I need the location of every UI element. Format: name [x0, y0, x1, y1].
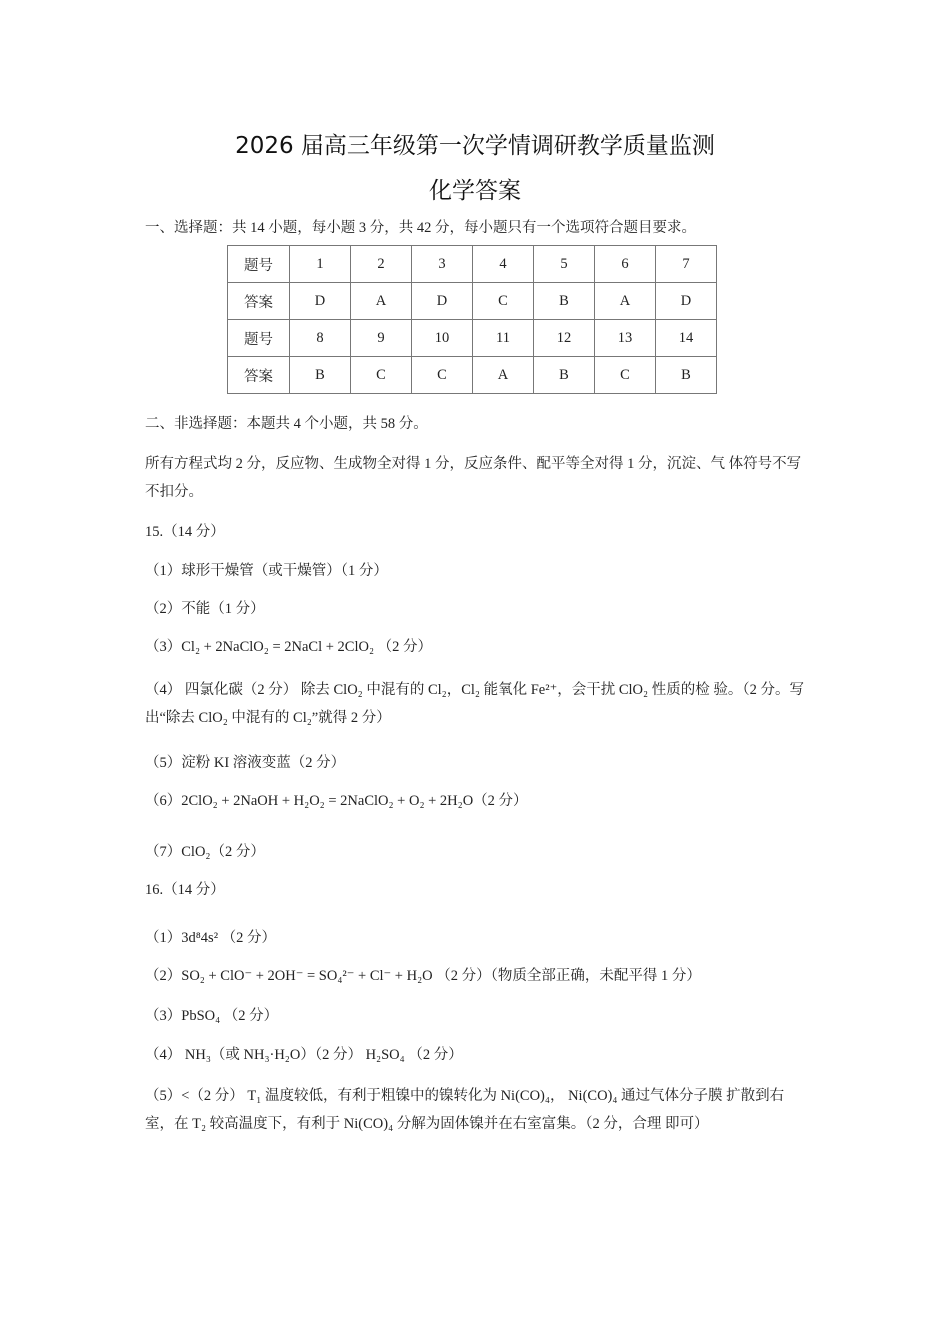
answer-table-cell: 9 [351, 320, 412, 357]
q15-answer-7: （7）ClO₂（2 分） [145, 844, 265, 860]
q15-answer-4: （4） 四氯化碳（2 分） 除去 ClO₂ 中混有的 Cl₂，Cl₂ 能氧化 Fe²⁺，会干扰 ClO₂ 性质的检 验。（2 分。写出“除去 ClO₂ 中混有的 Cl₂”就得 2 分） [145, 682, 804, 726]
answer-table-row-label: 答案 [228, 357, 290, 394]
answer-table-cell: D [290, 283, 351, 320]
answer-table-cell: B [290, 357, 351, 394]
answer-table-cell: 3 [412, 246, 473, 283]
answer-table-cell: A [595, 283, 656, 320]
answer-table-row-label: 答案 [228, 283, 290, 320]
answer-table-row-label: 题号 [228, 246, 290, 283]
answer-table-cell: C [595, 357, 656, 394]
answer-table-cell: 8 [290, 320, 351, 357]
q15-answer-2: （2）不能（1 分） [145, 601, 265, 617]
answer-table-cell: B [534, 283, 595, 320]
q15-answer-1: （1）球形干燥管（或干燥管）（1 分） [145, 563, 388, 579]
q16-answer-5: （5）<（2 分） T₁ 温度较低，有利于粗镍中的镍转化为 Ni(CO)₄， Ni(CO)₄ 通过气体分子膜 扩散到右室，在 T₂ 较高温度下，有利于 Ni(CO)₄ 分解为固体镍并在右室富集。（2 分，合理 即可） [145, 1088, 785, 1132]
answer-table-cell: 12 [534, 320, 595, 357]
q15-answer-6: （6）2ClO₂ + 2NaOH + H₂O₂ = 2NaClO₂ + O₂ + 2H₂O（2 分） [145, 793, 528, 809]
answer-table-cell: D [656, 283, 717, 320]
q16-answer-4: （4） NH₃（或 NH₃·H₂O）（2 分） H₂SO₄ （2 分） [145, 1047, 463, 1063]
answer-table-cell: 1 [290, 246, 351, 283]
q15-header: 15.（14 分） [145, 524, 225, 540]
answer-table-row [228, 283, 717, 320]
answer-table-row-label: 题号 [228, 320, 290, 357]
answer-table-row [228, 320, 717, 357]
answer-table-cell: 4 [473, 246, 534, 283]
part2-instruction: 二、非选择题：本题共 4 个小题，共 58 分。 [145, 416, 428, 432]
answer-table-cell: C [351, 357, 412, 394]
q16-header: 16.（14 分） [145, 882, 225, 898]
answer-table-cell: 5 [534, 246, 595, 283]
q16-answer-1: （1）3d⁸4s² （2 分） [145, 930, 277, 946]
answer-table-cell: 14 [656, 320, 717, 357]
answer-table-cell: 10 [412, 320, 473, 357]
answer-table-cell: D [412, 283, 473, 320]
answer-table-cell: A [473, 357, 534, 394]
page-title: 2026 届高三年级第一次学情调研教学质量监测 [235, 133, 715, 159]
q16-answer-2: （2）SO₂ + ClO⁻ + 2OH⁻ = SO₄²⁻ + Cl⁻ + H₂O （2 分）（物质全部正确，未配平得 1 分） [145, 968, 701, 984]
answer-table-cell: B [656, 357, 717, 394]
answer-table-cell: 6 [595, 246, 656, 283]
q15-answer-3: （3）Cl₂ + 2NaClO₂ = 2NaCl + 2ClO₂ （2 分） [145, 639, 433, 655]
answer-table-row [228, 357, 717, 394]
answer-table-cell: 7 [656, 246, 717, 283]
answer-table-cell: 2 [351, 246, 412, 283]
q15-answer-5: （5）淀粉 KI 溶液变蓝（2 分） [145, 755, 346, 771]
answer-table-cell: C [412, 357, 473, 394]
answer-table-cell: A [351, 283, 412, 320]
answer-table-cell: 11 [473, 320, 534, 357]
q16-answer-3: （3）PbSO₄ （2 分） [145, 1008, 279, 1024]
answer-table-cell: C [473, 283, 534, 320]
answer-table [227, 245, 717, 394]
answer-table-cell: B [534, 357, 595, 394]
scoring-note: 所有方程式均 2 分，反应物、生成物全对得 1 分，反应条件、配平等全对得 1 分，沉淀、气 体符号不写不扣分。 [145, 456, 802, 500]
answer-table-row [228, 246, 717, 283]
page-subtitle: 化学答案 [429, 178, 521, 204]
answer-table-cell: 13 [595, 320, 656, 357]
part1-instruction: 一、选择题：共 14 小题，每小题 3 分，共 42 分，每小题只有一个选项符合题目要求。 [145, 220, 696, 236]
